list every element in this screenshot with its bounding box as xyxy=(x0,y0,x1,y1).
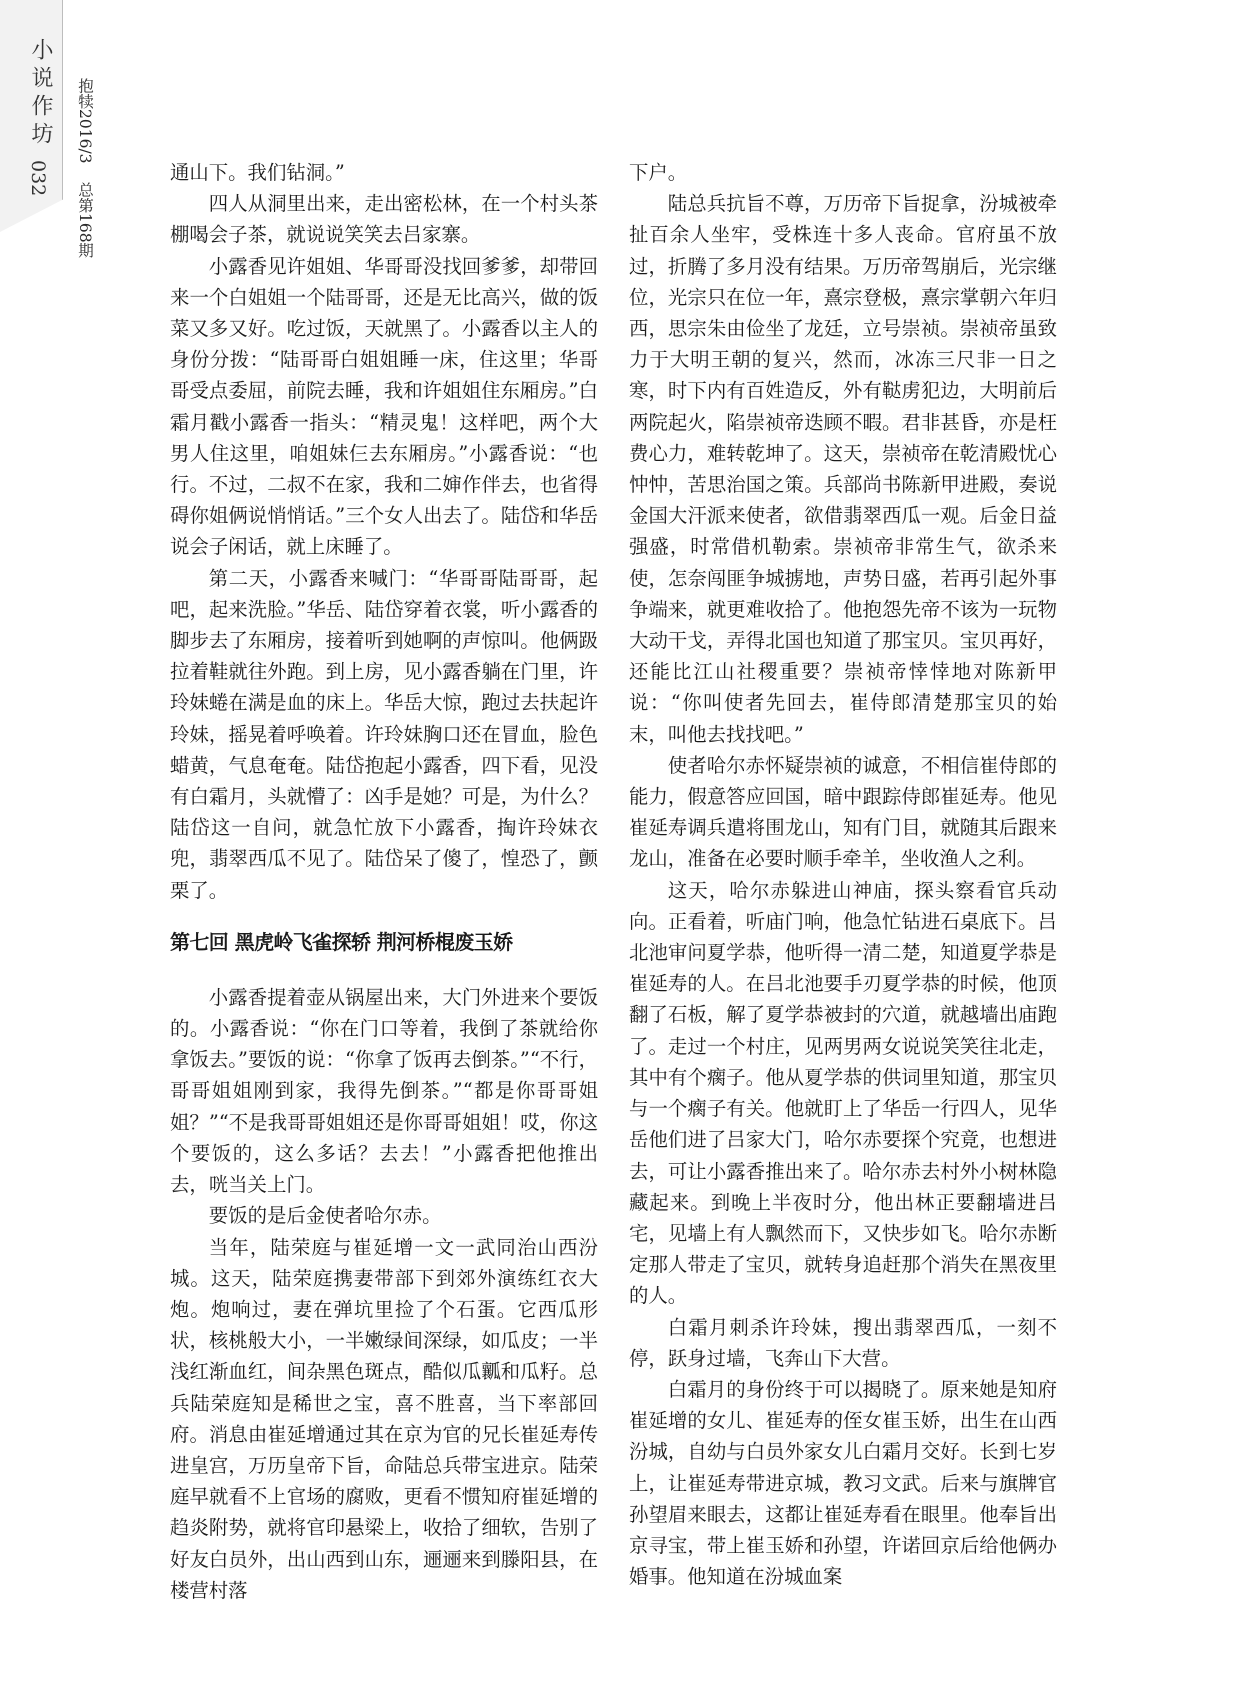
paragraph: 下户。 xyxy=(629,161,688,184)
paragraph: 要饭的是后金使者哈尔赤。 xyxy=(208,1204,442,1228)
paragraph: 使者哈尔赤怀疑崇祯的诚意，不相信崔侍郎的能力，假意答应回国，暗中跟踪侍郎崔延寿。他见崔延寿调兵遣将围龙山，知有门目，就随其后跟来龙山，准备在必要时顺手牵羊，坐收渔人之利。 xyxy=(629,753,1057,871)
paragraph: 白霜月的身份终于可以揭晓了。原来她是知府崔延增的女儿、崔延寿的侄女崔玉娇，出生在山西汾城，自幼与白员外家女儿白霜月交好。长到七岁上，让崔延寿带进京城，教习文武。后来与旗牌官孙望眉来眼去，这都让崔延寿看在眼里。他奉旨出京寻宝，带上崔玉娇和孙望，许诺回京后给他俩办婚事。他知道在汾城血案 xyxy=(629,1377,1057,1589)
paragraph: 这天，哈尔赤躲进山神庙，探头察看官兵动向。正看着，听庙门响，他急忙钻进石桌底下。吕北池审问夏学恭，他听得一清二楚，知道夏学恭是崔延寿的人。在吕北池要手刃夏学恭的时候，他顶翻了石板，解了夏学恭被封的穴道，就越墙出庙跑了。走过一个村庄，见两男两女说说笑笑往北走，其中有个瘸子。他从夏学恭的供词里知道，那宝贝与一个瘸子有关。他就盯上了华岳一行四人，见华岳他们进了吕家大门，哈尔赤要探个究竟，也想进去，可让小露香推出来了。哈尔赤去村外小树林隐藏起来。到晚上半夜时分，他出林正要翻墙进吕宅，见墙上有人飘然而下，又快步如飞。哈尔赤断定那人带走了宝贝，就转身追赶那个消失在黑夜里的人。 xyxy=(629,878,1057,1308)
paragraph: 当年，陆荣庭与崔延增一文一武同治山西汾城。这天，陆荣庭携妻带部下到郊外演练红衣大炮。炮响过，妻在弹坑里捡了个石蛋。它西瓜形状，核桃般大小，一半嫩绿间深绿，如瓜皮；一半浅红渐血红，间杂黑色斑点，酷似瓜瓤和瓜籽。总兵陆荣庭知是稀世之宝，喜不胜喜，当下率部回府。消息由崔延增通过其在京为官的兄长崔延寿传进皇宫，万历皇帝下旨，命陆总兵带宝进京。陆荣庭早就看不上官场的腐败，更看不惯知府崔延增的趋炎附势，就将官印悬梁上，收拾了细软，告别了好友白员外，出山西到山东，逦逦来到滕阳县，在楼营村落 xyxy=(170,1235,598,1602)
paragraph: 陆总兵抗旨不尊，万历帝下旨捉拿，汾城被牵扯百余人坐牢，受株连十多人丧命。官府虽不放过，折腾了多月没有结果。万历帝驾崩后，光宗继位，光宗只在位一年，熹宗登极，熹宗掌朝六年归西，思宗朱由俭坐了龙廷，立号崇祯。崇祯帝虽致力于大明王朝的复兴，然而，冰冻三尺非一日之寒，时下内有百姓造反，外有鞑虏犯边，大明前后两院起火，陷崇祯帝迭顾不暇。君非甚昏，亦是枉费心力，难转乾坤了。这天，崇祯帝在乾清殿忧心忡忡，苦思治国之策。兵部尚书陈新甲进殿，奏说金国大汗派来使者，欲借翡翠西瓜一观。后金日益强盛，时常借机勒索。崇祯帝非常生气，欲杀来使，怎奈闯匪争城掳地，声势日盛，若再引起外事争端来，就更难收拾了。他抱怨先帝不该为一玩物大动干戈，弄得北国也知道了那宝贝。宝贝再好，还能比江山社稷重要？崇祯帝悻悻地对陈新甲说：“你叫使者先回去，崔侍郎清楚那宝贝的始末，叫他去找找吧。” xyxy=(629,192,1057,746)
page-number: 032 xyxy=(27,160,49,197)
paragraph: 小露香提着壶从锅屋出来，大门外进来个要饭的。小露香说：“你在门口等着，我倒了茶就给你拿饭去。”要饭的说：“你拿了饭再去倒茶。”“不行，哥哥姐姐刚到家，我得先倒茶。”“都是你哥哥姐姐？”“不是我哥哥姐姐还是你哥哥姐姐！哎，你这个要饭的，这么多话？去去！”小露香把他推出去，咣当关上门。 xyxy=(170,985,598,1197)
paragraph: 第二天，小露香来喊门：“华哥哥陆哥哥，起吧，起来洗脸。”华岳、陆岱穿着衣裳，听小露香的脚步去了东厢房，接着听到她啊的声惊叫。他俩趿拉着鞋就往外跑。到上房，见小露香躺在门里，许玲妹蜷在满是血的床上。华岳大惊，跑过去扶起许玲妹，摇晃着呼唤着。许玲妹胸口还在冒血，脸色蜡黄，气息奄奄。陆岱抱起小露香，四下看，见没有白霜月，头就懵了：凶手是她？可是，为什么？陆岱这一自问，就急忙放下小露香，掏许玲妹衣兜，翡翠西瓜不见了。陆岱呆了傻了，惶恐了，颤栗了。 xyxy=(170,566,598,902)
chapter-title: 第七回 黑虎岭飞雀探轿 荆河桥棍废玉娇 xyxy=(170,929,513,954)
journal-name: 抱犊2016/3 xyxy=(76,78,94,164)
paragraph: 小露香见许姐姐、华哥哥没找回爹爹，却带回来一个白姐姐一个陆哥哥，还是无比高兴，做的饭菜又多又好。吃过饭，天就黑了。小露香以主人的身份分拨：“陆哥哥白姐姐睡一床，住这里；华哥哥受点委屈，前院去睡，我和许姐姐住东厢房。”白霜月戳小露香一指头：“精灵鬼！这样吧，两个大男人住这里，咱姐妹仨去东厢房。”小露香说：“也行。不过，二叔不在家，我和二婶作伴去，也省得碍你姐俩说悄悄话。”三个女人出去了。陆岱和华岳说会子闲话，就上床睡了。 xyxy=(170,254,598,559)
section-label: 小说作坊 xyxy=(28,38,53,150)
left-column xyxy=(170,157,598,1606)
issue-number: 总第168期 xyxy=(76,182,94,259)
paragraph: 白霜月刺杀许玲妹，搜出翡翠西瓜，一刻不停，跃身过墙，飞奔山下大营。 xyxy=(629,1315,1057,1370)
paragraph: 四人从洞里出来，走出密松林，在一个村头茶棚喝会子茶，就说说笑笑去吕家寨。 xyxy=(170,192,598,247)
paragraph: 通山下。我们钻洞。” xyxy=(170,161,345,184)
right-column xyxy=(629,157,1057,1592)
